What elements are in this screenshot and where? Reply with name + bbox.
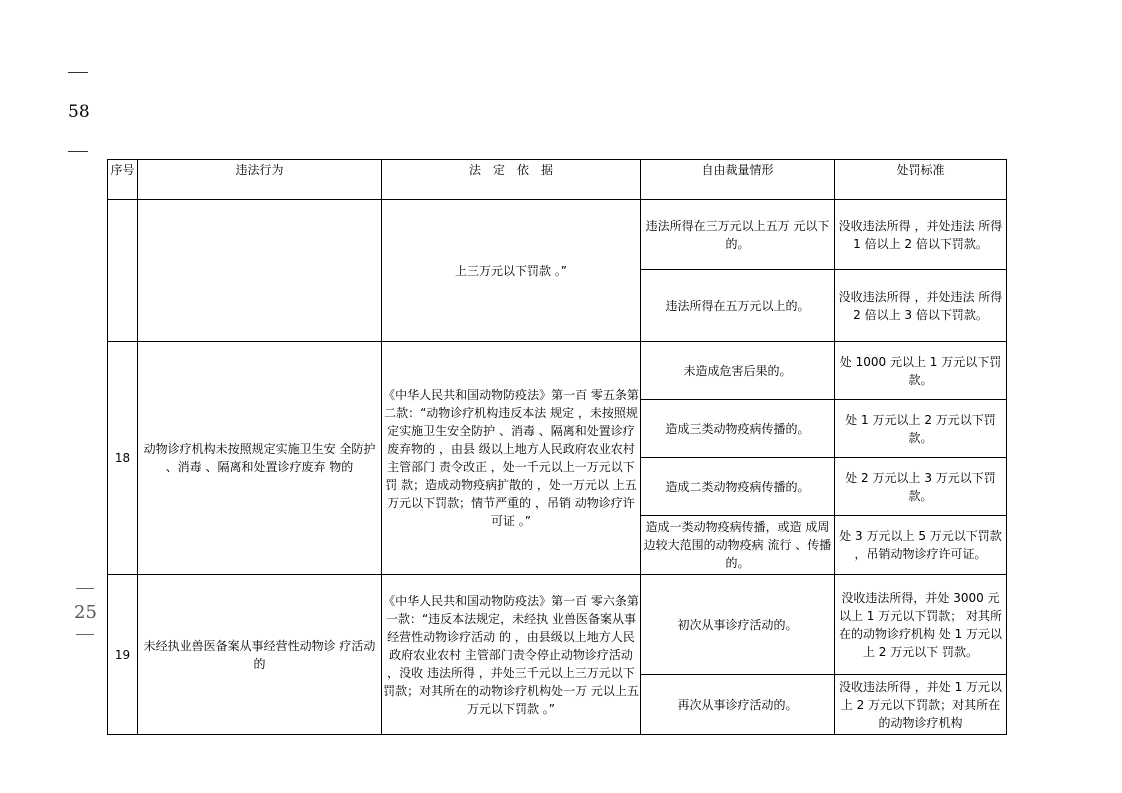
item18-situation-4: 造成一类动物疫病传播，或造 成周边较大范围的动物疫病 流行 、传播的。 bbox=[641, 516, 835, 575]
page-dash-lower-bottom bbox=[76, 634, 94, 635]
item19-penalty-1: 没收违法所得，并处 3000 元以上 1 万元以下罚款； 对其所在的动物诊疗机构 处 1 万元以上 2 万元以下 罚款。 bbox=[835, 575, 1007, 675]
header-number: 序号 bbox=[108, 160, 138, 200]
item18-penalty-4: 处 3 万元以上 5 万元以下罚款 ，吊销动物诊疗许可证。 bbox=[835, 516, 1007, 575]
cont-situation-1: 违法所得在三万元以上五万 元以下的。 bbox=[641, 200, 835, 270]
item19-basis: 《中华人民共和国动物防疫法》第一百 零六条第一款：“违反本法规定，未经执 业兽医备案从事经营性动物诊疗活动 的 ，由县级以上地方人民政府农业农村 主管部门责令停止动物诊疗活动 ，没收 违法所得 ，并处三千元以上三万元以下 罚款；对其所在的动物诊疗机构处一万 元以上五万元以下罚款 。” bbox=[382, 575, 641, 735]
cont-number-cell bbox=[108, 200, 138, 342]
item18-basis: 《中华人民共和国动物防疫法》第一百 零五条第二款：“动物诊疗机构违反本法 规定 ，未按照规定实施卫生安全防护 、消毒 、隔离和处置诊疗废弃物的 ，由县 级以上地方人民政府农业农村主管部门 责令改正 ，处一千元以上一万元以下罚 款；造成动物疫病扩散的 ，处一万元以 上五万元以下罚款；情节严重的 ，吊销 动物诊疗许可证 。” bbox=[382, 342, 641, 575]
header-penalty-standard: 处罚标准 bbox=[835, 160, 1007, 200]
item18-situation-1: 未造成危害后果的。 bbox=[641, 342, 835, 400]
cont-basis-cell: 上三万元以下罚款 。” bbox=[382, 200, 641, 342]
page-number-lower: 25 bbox=[74, 602, 97, 623]
item18-violation: 动物诊疗机构未按照规定实施卫生安 全防护 、消毒 、隔离和处置诊疗废弃 物的 bbox=[138, 342, 382, 575]
page-dash-bottom bbox=[68, 151, 88, 152]
item19-penalty-2: 没收违法所得 ，并处 1 万元以上 2 万元以下罚款；对其所在的动物诊疗机构 bbox=[835, 675, 1007, 735]
cont-situation-2: 违法所得在五万元以上的。 bbox=[641, 270, 835, 342]
item18-number: 18 bbox=[108, 342, 138, 575]
table-header-row bbox=[108, 160, 1007, 200]
cont-penalty-2: 没收违法所得 ，并处违法 所得 2 倍以上 3 倍以下罚款。 bbox=[835, 270, 1007, 342]
page-dash-top bbox=[68, 72, 88, 73]
item18-penalty-1: 处 1000 元以上 1 万元以下罚款。 bbox=[835, 342, 1007, 400]
item18-situation-3: 造成二类动物疫病传播的。 bbox=[641, 458, 835, 516]
item19-situation-2: 再次从事诊疗活动的。 bbox=[641, 675, 835, 735]
table-row bbox=[108, 200, 1007, 270]
cont-penalty-1: 没收违法所得 ，并处违法 所得 1 倍以上 2 倍以下罚款。 bbox=[835, 200, 1007, 270]
item19-number: 19 bbox=[108, 575, 138, 735]
page-number-upper: 58 bbox=[68, 102, 90, 122]
table-row bbox=[108, 342, 1007, 400]
penalty-standard-table bbox=[107, 159, 1007, 735]
item18-penalty-2: 处 1 万元以上 2 万元以下罚款。 bbox=[835, 400, 1007, 458]
item18-penalty-3: 处 2 万元以上 3 万元以下罚款。 bbox=[835, 458, 1007, 516]
header-violation: 违法行为 bbox=[138, 160, 382, 200]
table-row bbox=[108, 575, 1007, 675]
header-discretion-situation: 自由裁量情形 bbox=[641, 160, 835, 200]
page-dash-lower-top bbox=[76, 588, 94, 589]
item19-violation: 未经执业兽医备案从事经营性动物诊 疗活动的 bbox=[138, 575, 382, 735]
cont-violation-cell bbox=[138, 200, 382, 342]
item18-situation-2: 造成三类动物疫病传播的。 bbox=[641, 400, 835, 458]
item19-situation-1: 初次从事诊疗活动的。 bbox=[641, 575, 835, 675]
header-legal-basis: 法 定 依 据 bbox=[382, 160, 641, 200]
